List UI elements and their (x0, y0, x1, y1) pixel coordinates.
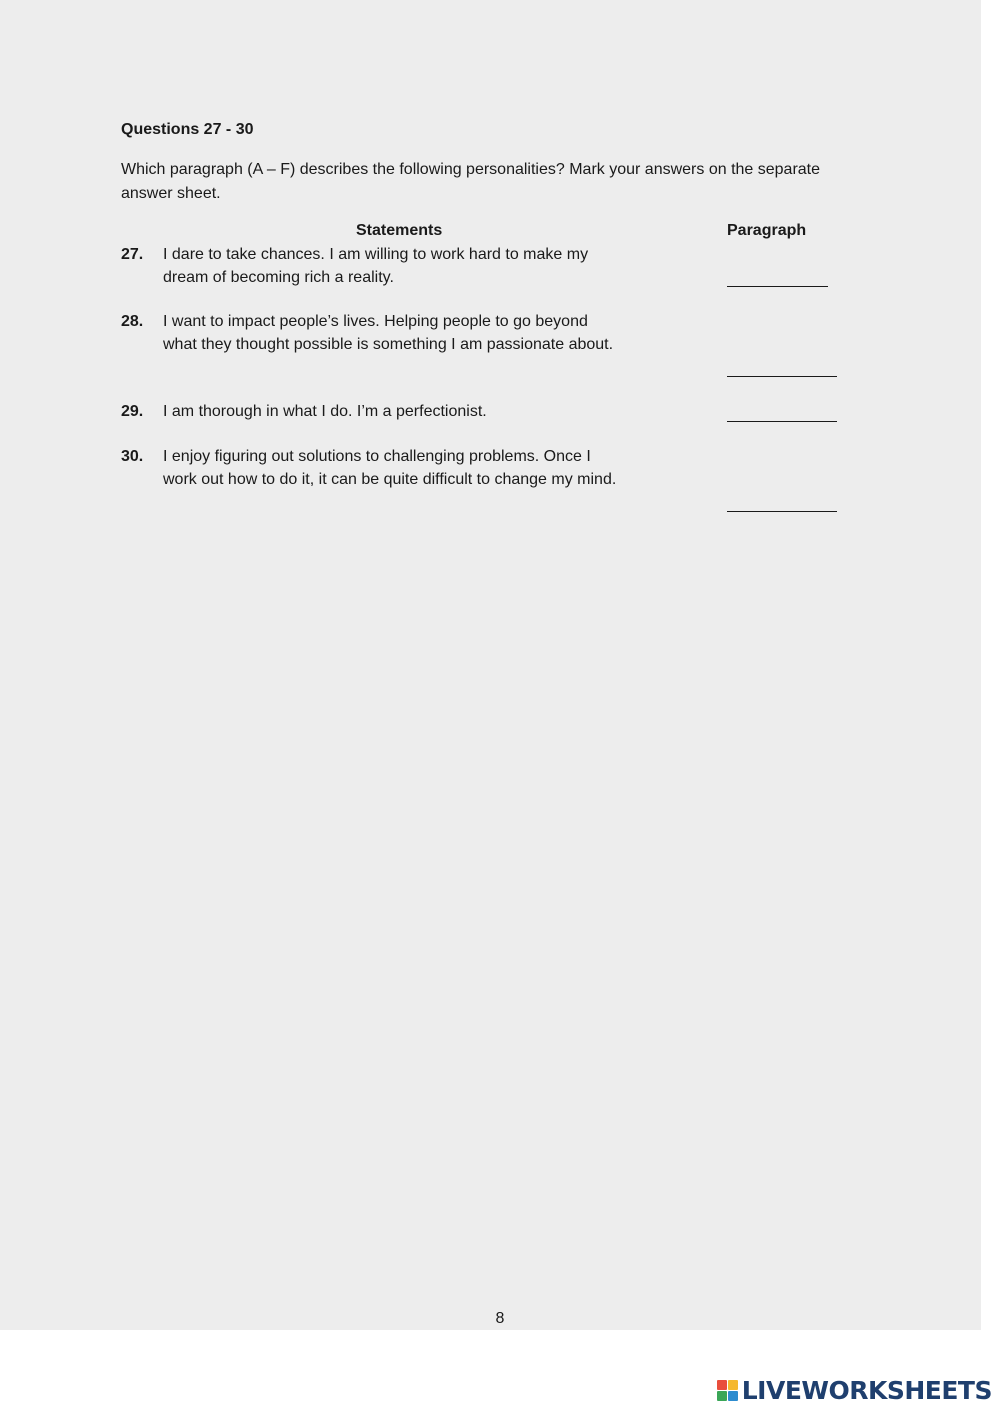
section-heading: Questions 27 - 30 (121, 121, 254, 138)
question-number: 30. (121, 448, 144, 465)
answer-blank[interactable] (727, 285, 828, 287)
statements-column-header: Statements (356, 222, 443, 239)
brand-name: LIVEWORKSHEETS (741, 1376, 992, 1405)
question-statement: I enjoy figuring out solutions to challenging problems. Once I work out how to do it, it can be quite difficult to change my mind. (163, 448, 617, 488)
question-number: 28. (121, 313, 144, 330)
instructions-text: Which paragraph (A – F) describes the following personalities? Mark your answers on the separate answer sheet. (121, 161, 821, 202)
icon-tile (717, 1391, 727, 1401)
question-29 (121, 401, 841, 429)
question-30 (121, 446, 841, 518)
question-statement: I want to impact people’s lives. Helping people to go beyond what they thought possible is something I am passionate about. (163, 313, 614, 353)
page-number: 8 (495, 1310, 505, 1327)
answer-blank[interactable] (727, 420, 837, 422)
question-27 (121, 244, 841, 294)
paragraph-column-header: Paragraph (727, 222, 807, 239)
question-statement: I dare to take chances. I am willing to work hard to make my dream of becoming rich a reality. (163, 246, 589, 286)
icon-tile (728, 1380, 738, 1390)
question-statement: I am thorough in what I do. I’m a perfectionist. (163, 403, 487, 420)
question-28 (121, 311, 841, 383)
liveworksheets-logo[interactable] (717, 1376, 992, 1405)
liveworksheets-icon (717, 1380, 738, 1401)
icon-tile (728, 1391, 738, 1401)
icon-tile (717, 1380, 727, 1390)
question-number: 27. (121, 246, 144, 263)
answer-blank[interactable] (727, 375, 837, 377)
answer-blank[interactable] (727, 510, 837, 512)
question-number: 29. (121, 403, 144, 420)
